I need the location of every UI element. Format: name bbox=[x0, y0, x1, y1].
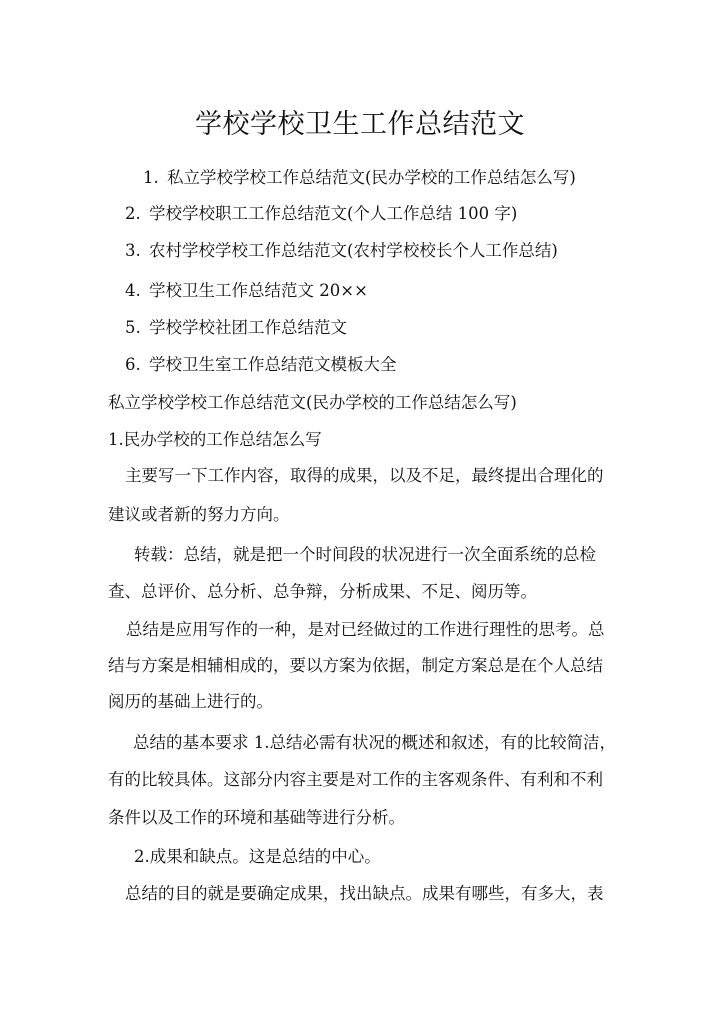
toc-number: 5. bbox=[125, 318, 141, 337]
body-line: 总结的基本要求 1.总结必需有状况的概述和叙述，有的比较简洁， bbox=[133, 733, 616, 752]
toc-number: 2. bbox=[125, 204, 141, 223]
toc-text: 学校学校社团工作总结范文 bbox=[149, 318, 347, 337]
toc-number: 4. bbox=[125, 281, 141, 300]
body-line: 查、总评价、总分析、总争辩，分析成果、不足、阅历等。 bbox=[108, 582, 537, 601]
body-line: 建议或者新的努力方向。 bbox=[108, 505, 290, 524]
body-line: 转载：总结，就是把一个时间段的状况进行一次全面系统的总检 bbox=[134, 545, 596, 564]
sub-heading: 1.民办学校的工作总结怎么写 bbox=[108, 430, 322, 449]
body-line: 2.成果和缺点。这是总结的中心。 bbox=[134, 847, 381, 866]
body-line: 主要写一下工作内容，取得的成果，以及不足，最终提出合理化的 bbox=[125, 466, 604, 485]
toc-text: 学校卫生室工作总结范文模板大全 bbox=[149, 355, 397, 374]
toc-number: 1. bbox=[143, 168, 159, 187]
document-title: 学校学校卫生工作总结范文 bbox=[195, 109, 525, 140]
body-line: 条件以及工作的环境和基础等进行分析。 bbox=[108, 808, 405, 827]
toc-text: 私立学校学校工作总结范文(民办学校的工作总结怎么写) bbox=[167, 168, 576, 187]
body-line: 总结的目的就是要确定成果，找出缺点。成果有哪些，有多大，表 bbox=[125, 884, 604, 903]
toc-number: 6. bbox=[125, 355, 141, 374]
toc-text: 学校卫生工作总结范文 20×× bbox=[149, 281, 368, 300]
toc-text: 学校学校职工工作总结范文(个人工作总结 100 字) bbox=[149, 204, 518, 223]
toc-item-3 bbox=[125, 241, 558, 261]
toc-text: 农村学校学校工作总结范文(农村学校校长个人工作总结) bbox=[149, 241, 558, 260]
toc-item-1 bbox=[143, 168, 576, 188]
section-heading: 私立学校学校工作总结范文(民办学校的工作总结怎么写) bbox=[108, 393, 517, 412]
toc-item-4 bbox=[125, 281, 368, 301]
body-line: 总结是应用写作的一种，是对已经做过的工作进行理性的思考。总 bbox=[126, 620, 605, 639]
toc-item-2 bbox=[125, 204, 517, 224]
toc-number: 3. bbox=[125, 241, 141, 260]
body-line: 结与方案是相辅相成的，要以方案为依据，制定方案总是在个人总结 bbox=[108, 656, 603, 675]
body-line: 有的比较具体。这部分内容主要是对工作的主客观条件、有利和不利 bbox=[108, 770, 603, 789]
toc-item-5 bbox=[125, 318, 347, 338]
body-line: 阅历的基础上进行的。 bbox=[108, 692, 273, 711]
toc-item-6 bbox=[125, 355, 397, 375]
